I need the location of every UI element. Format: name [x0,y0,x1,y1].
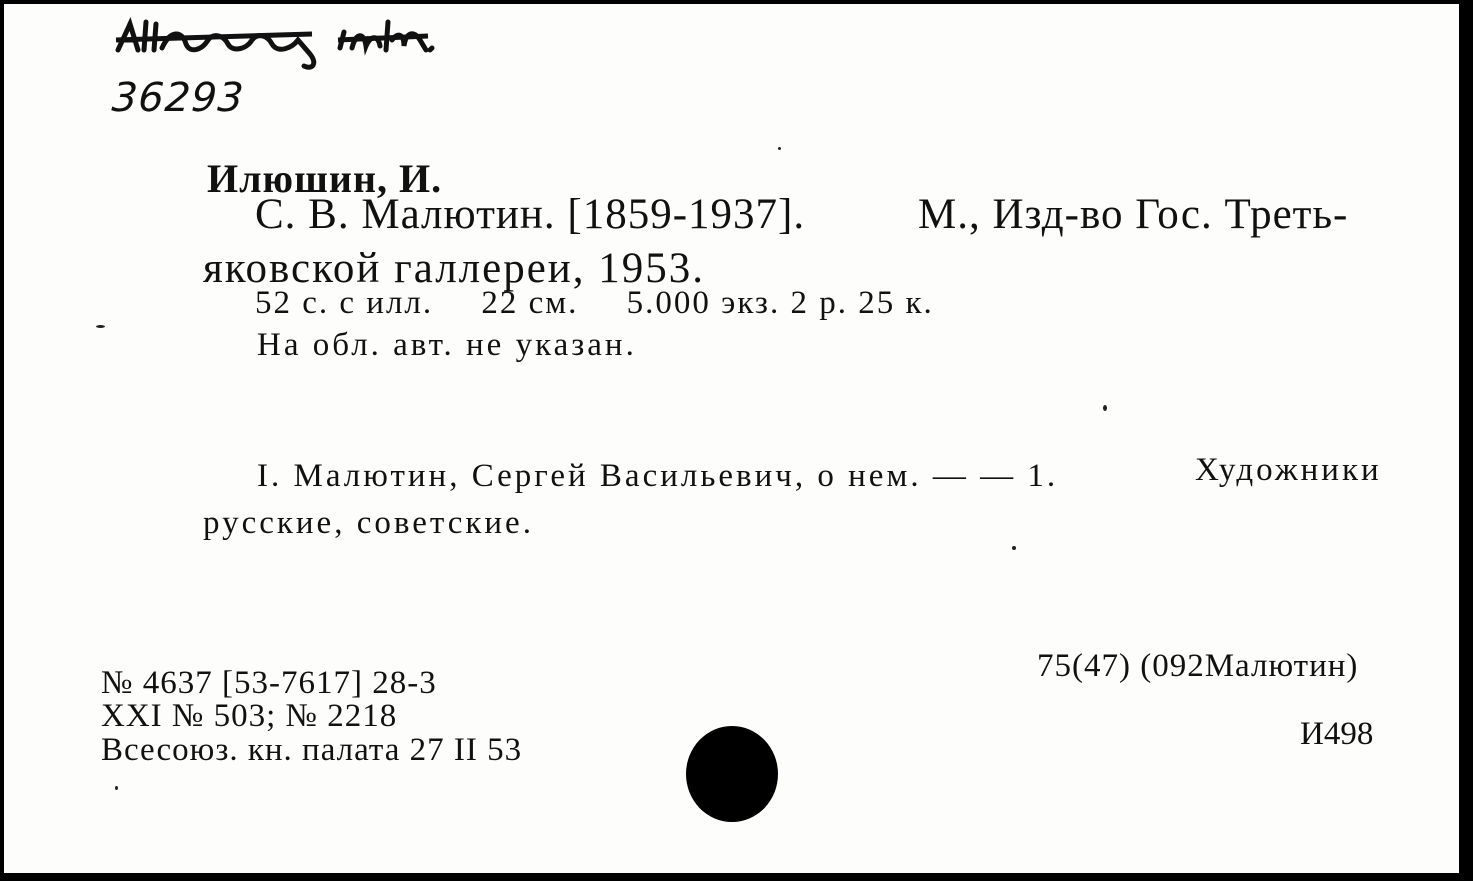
publisher-line: М., Изд-во Гос. Треть- [918,191,1349,238]
scan-border-right [1459,0,1473,881]
speck [115,786,118,790]
registry-series: XXI № 503; № 2218 [101,698,398,734]
speck [778,147,781,150]
subject-entry-end: Художники [1195,452,1382,488]
book-size: 22 см. [481,285,579,321]
punch-hole [686,726,778,822]
registry-number: № 4637 [53-7617] 28-3 [101,665,437,701]
subject-entry: I. Малютин, Сергей Васильевич, о нем. — — 1. [257,458,1059,494]
publisher-line-continuation: яковской галлереи, 1953. [203,245,706,292]
call-number: 36293 [110,75,246,121]
speck [1103,405,1107,411]
scan-border-bottom [0,873,1473,881]
physical-description [255,285,934,322]
cover-note: На обл. авт. не указан. [257,327,637,363]
subject-entry-continuation: русские, советские. [203,505,534,541]
page-count: 52 с. с илл. [255,285,434,321]
author-mark: И498 [1300,716,1374,752]
registry-chamber: Всесоюз. кн. палата 27 II 53 [101,732,523,768]
speck [96,325,105,328]
classification-number: 75(47) (092Малютин) [1037,648,1359,684]
print-run-price: 5.000 экз. 2 р. 25 к. [626,285,934,321]
speck [1012,546,1016,550]
book-title: С. В. Малютин. [1859-1937]. [255,191,806,238]
author-heading: Илюшин, И. [207,156,443,201]
handwritten-annotation [112,10,452,70]
